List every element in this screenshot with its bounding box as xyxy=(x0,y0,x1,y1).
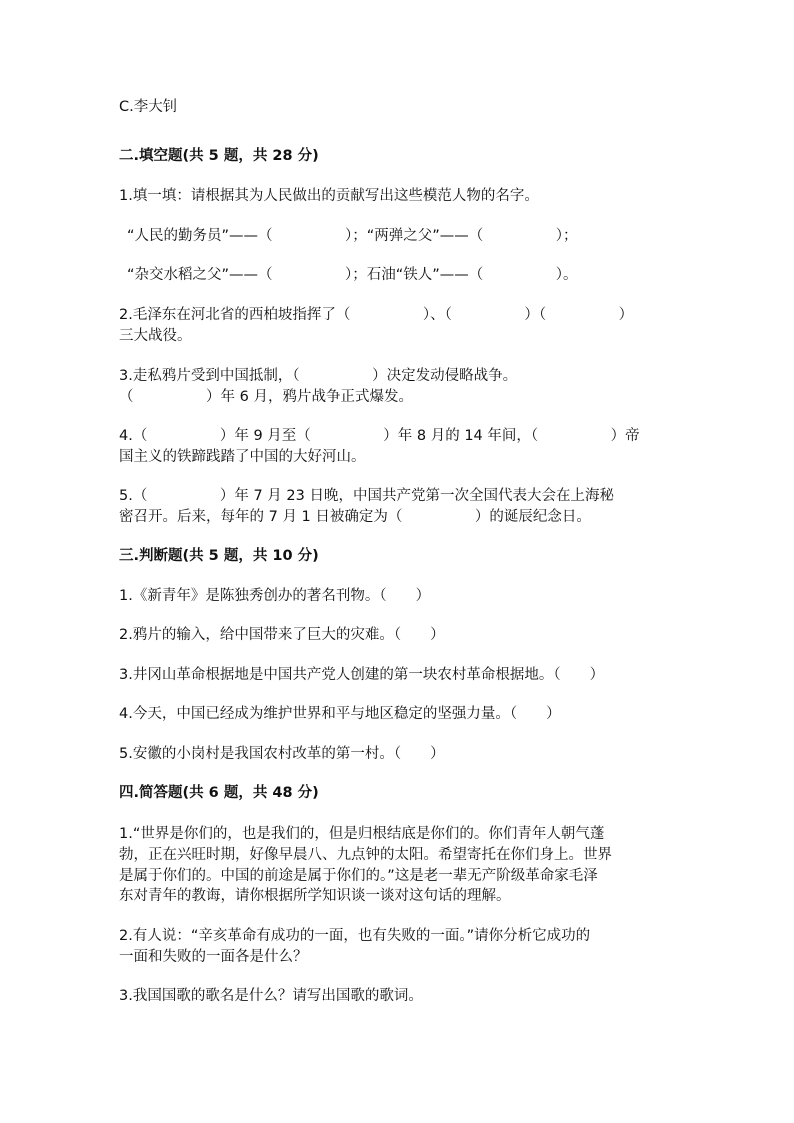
fill-q5-line1: 5.（ ）年 7 月 23 日晚，中国共产党第一次全国代表大会在上海秘 xyxy=(119,488,614,504)
fill-q2-line2: 三大战役。 xyxy=(119,328,192,344)
judge-q4: 4.今天，中国已经成为维护世界和平与地区稳定的坚强力量。（ ） xyxy=(119,706,561,722)
judge-q3: 3.井冈山革命根据地是中国共产党人创建的第一块农村革命根据地。（ ） xyxy=(119,667,605,683)
short-q2-line2: 一面和失败的一面各是什么？ xyxy=(119,949,308,965)
judge-q5: 5.安徽的小岗村是我国农村改革的第一村。（ ） xyxy=(119,746,445,762)
fill-q5-line2: 密召开。后来，每年的 7 月 1 日被确定为（ ）的诞辰纪念日。 xyxy=(119,509,591,525)
fill-q3-line2: （ ）年 6 月，鸦片战争正式爆发。 xyxy=(119,389,413,405)
option-c: C.李大钊 xyxy=(119,99,178,115)
short-q1-line3: 是属于你们的。中国的前途是属于你们的。”这是老一辈无产阶级革命家毛泽 xyxy=(119,868,598,884)
fill-q4-line2: 国主义的铁蹄践踏了中国的大好河山。 xyxy=(119,449,366,465)
fill-q2-line1: 2.毛泽东在河北省的西柏坡指挥了（ ）、（ ）（ ） xyxy=(119,307,634,323)
short-q1-line1: 1.“世界是你们的，也是我们的，但是归根结底是你们的。你们青年人朝气蓬 xyxy=(119,826,605,842)
fill-q3-line1: 3.走私鸦片受到中国抵制，（ ）决定发动侵略战争。 xyxy=(119,368,518,384)
fill-q1-line3: “杂交水稻之父”——（ ）；石油“铁人”——（ ）。 xyxy=(127,267,578,283)
short-q3: 3.我国国歌的歌名是什么？请写出国歌的歌词。 xyxy=(119,988,423,1004)
short-q2-line1: 2.有人说：“辛亥革命有成功的一面，也有失败的一面。”请你分析它成功的 xyxy=(119,928,591,944)
fill-q4-line1: 4.（ ）年 9 月至（ ）年 8 月的 14 年间，（ ）帝 xyxy=(119,428,640,444)
section-heading-fill-blank: 二.填空题(共 5 题，共 28 分) xyxy=(119,148,319,164)
fill-q1-line2: “人民的勤务员”——（ ）；“两弹之父”——（ ）； xyxy=(127,228,578,244)
short-q1-line2: 勃，正在兴旺时期，好像早晨八、九点钟的太阳。希望寄托在你们身上。世界 xyxy=(119,847,612,863)
judge-q2: 2.鸦片的输入，给中国带来了巨大的灾难。（ ） xyxy=(119,627,445,643)
short-q1-line4: 东对青年的教诲，请你根据所学知识谈一谈对这句话的理解。 xyxy=(119,888,511,904)
fill-q1-line1: 1.填一填：请根据其为人民做出的贡献写出这些模范人物的名字。 xyxy=(119,188,539,204)
judge-q1: 1.《新青年》是陈独秀创办的著名刊物。（ ） xyxy=(119,588,431,604)
section-heading-true-false: 三.判断题(共 5 题，共 10 分) xyxy=(119,548,319,564)
section-heading-short-answer: 四.简答题(共 6 题，共 48 分) xyxy=(119,785,319,801)
